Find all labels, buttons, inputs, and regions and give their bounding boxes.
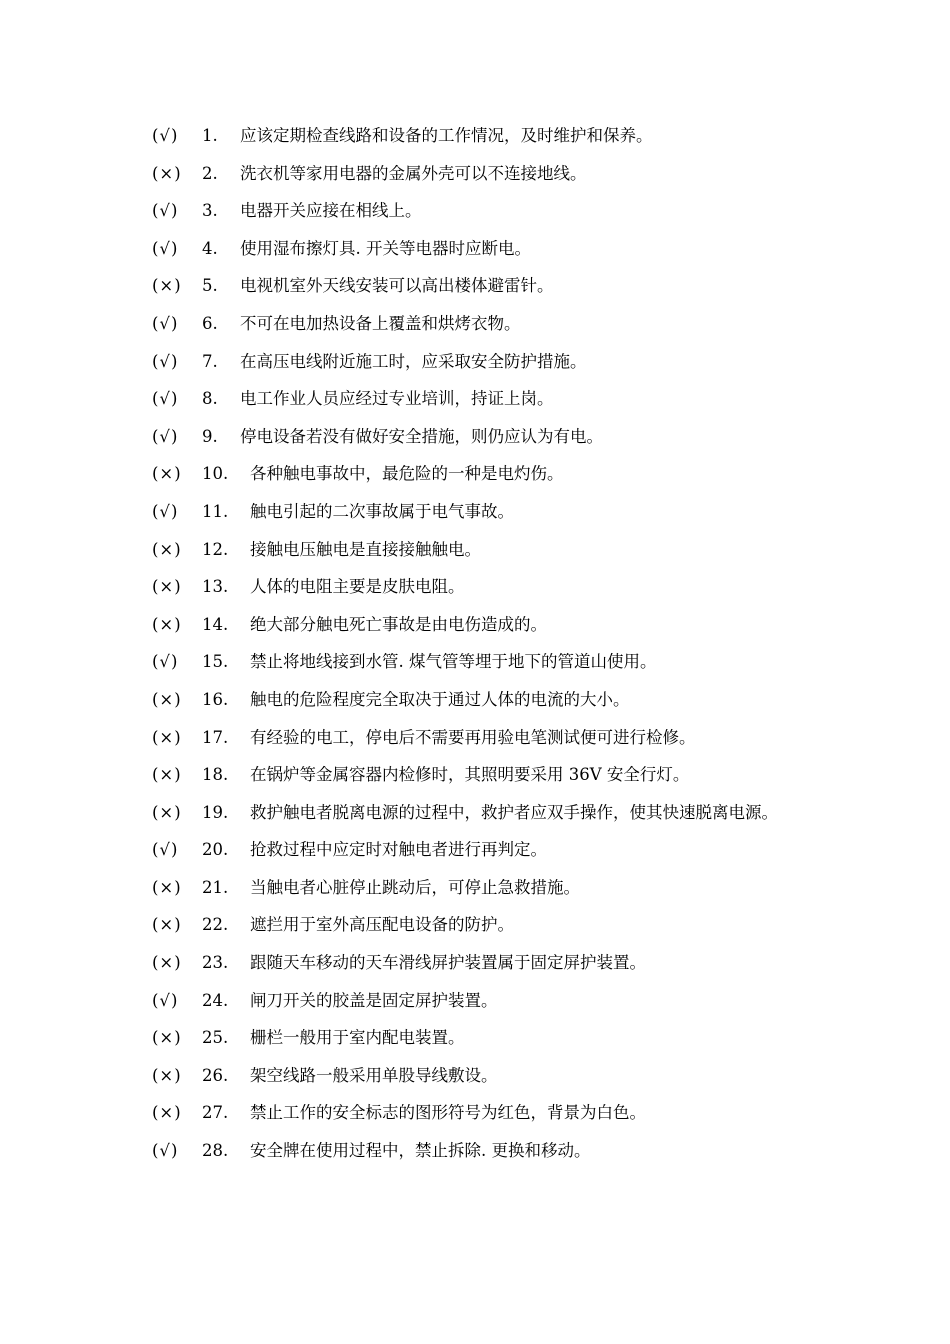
item-text: 在高压电线附近施工时，应采取安全防护措施。 xyxy=(240,351,587,371)
list-item xyxy=(152,643,832,681)
item-number: 14. xyxy=(202,614,229,634)
item-number: 18. xyxy=(202,765,229,785)
answer-mark: (×) xyxy=(152,953,182,973)
item-text: 电视机室外天线安装可以高出楼体避雷针。 xyxy=(240,276,554,296)
list-item xyxy=(152,192,832,230)
answer-mark: (×) xyxy=(152,915,182,935)
item-number: 24. xyxy=(202,990,229,1010)
item-text: 安全牌在使用过程中，禁止拆除. 更换和移动。 xyxy=(250,1141,591,1161)
list-item xyxy=(152,117,832,155)
item-text: 停电设备若没有做好安全措施，则仍应认为有电。 xyxy=(240,426,603,446)
item-number: 13. xyxy=(202,577,229,597)
answer-mark: (×) xyxy=(152,1103,182,1123)
list-item xyxy=(152,719,832,757)
answer-mark: (×) xyxy=(152,689,182,709)
item-text: 禁止将地线接到水管. 煤气管等埋于地下的管道山使用。 xyxy=(250,652,657,672)
list-item xyxy=(152,493,832,531)
item-number: 21. xyxy=(202,877,229,897)
list-item xyxy=(152,455,832,493)
item-number: 15. xyxy=(202,652,229,672)
list-item xyxy=(152,267,832,305)
answer-mark: (√) xyxy=(152,389,179,409)
answer-mark: (×) xyxy=(152,614,182,634)
answer-mark: (√) xyxy=(152,426,179,446)
answer-mark: (×) xyxy=(152,765,182,785)
true-false-question-list xyxy=(152,117,832,1170)
item-text: 使用湿布擦灯具. 开关等电器时应断电。 xyxy=(240,238,531,258)
item-text: 触电的危险程度完全取决于通过人体的电流的大小。 xyxy=(250,689,630,709)
list-item xyxy=(152,568,832,606)
item-text: 接触电压触电是直接接触触电。 xyxy=(250,539,481,559)
list-item xyxy=(152,1132,832,1170)
item-text: 洗衣机等家用电器的金属外壳可以不连接地线。 xyxy=(240,163,587,183)
item-text: 遮拦用于室外高压配电设备的防护。 xyxy=(250,915,514,935)
item-text: 架空线路一般采用单股导线敷设。 xyxy=(250,1065,498,1085)
item-text: 救护触电者脱离电源的过程中，救护者应双手操作，使其快速脱离电源。 xyxy=(250,802,778,822)
item-number: 26. xyxy=(202,1065,229,1085)
item-text: 跟随天车移动的天车滑线屏护装置属于固定屏护装置。 xyxy=(250,953,646,973)
list-item xyxy=(152,418,832,456)
item-text: 绝大部分触电死亡事故是由电伤造成的。 xyxy=(250,614,547,634)
list-item xyxy=(152,756,832,794)
list-item xyxy=(152,1094,832,1132)
item-number: 28. xyxy=(202,1141,229,1161)
item-text: 栅栏一般用于室内配电装置。 xyxy=(250,1028,465,1048)
answer-mark: (×) xyxy=(152,1065,182,1085)
item-number: 16. xyxy=(202,689,229,709)
list-item xyxy=(152,606,832,644)
item-text: 闸刀开关的胶盖是固定屏护装置。 xyxy=(250,990,498,1010)
item-text: 不可在电加热设备上覆盖和烘烤衣物。 xyxy=(240,313,521,333)
answer-mark: (×) xyxy=(152,802,182,822)
answer-mark: (√) xyxy=(152,313,179,333)
answer-mark: (√) xyxy=(152,840,179,860)
item-text: 抢救过程中应定时对触电者进行再判定。 xyxy=(250,840,547,860)
item-text: 有经验的电工，停电后不需要再用验电笔测试便可进行检修。 xyxy=(250,727,696,747)
item-text: 电工作业人员应经过专业培训，持证上岗。 xyxy=(240,389,554,409)
item-number: 20. xyxy=(202,840,229,860)
list-item xyxy=(152,230,832,268)
item-number: 10. xyxy=(202,464,229,484)
list-item xyxy=(152,343,832,381)
list-item xyxy=(152,869,832,907)
item-number: 25. xyxy=(202,1028,229,1048)
answer-mark: (×) xyxy=(152,464,182,484)
list-item xyxy=(152,831,832,869)
item-number: 11. xyxy=(202,501,229,521)
answer-mark: (×) xyxy=(152,539,182,559)
answer-mark: (√) xyxy=(152,351,179,371)
item-text: 各种触电事故中，最危险的一种是电灼伤。 xyxy=(250,464,564,484)
item-text: 电器开关应接在相线上。 xyxy=(240,201,422,221)
list-item xyxy=(152,944,832,982)
answer-mark: (√) xyxy=(152,652,179,672)
item-number: 8. xyxy=(202,389,218,409)
list-item xyxy=(152,1019,832,1057)
item-text: 人体的电阻主要是皮肤电阻。 xyxy=(250,577,465,597)
item-number: 23. xyxy=(202,953,229,973)
item-number: 27. xyxy=(202,1103,229,1123)
item-text: 应该定期检查线路和设备的工作情况，及时维护和保养。 xyxy=(240,126,653,145)
item-number: 9. xyxy=(202,426,218,446)
item-number: 4. xyxy=(202,238,218,258)
answer-mark: (√) xyxy=(152,1141,179,1161)
item-text: 禁止工作的安全标志的图形符号为红色，背景为白色。 xyxy=(250,1103,646,1123)
answer-mark: (√) xyxy=(152,126,179,145)
list-item xyxy=(152,906,832,944)
item-number: 19. xyxy=(202,802,229,822)
list-item xyxy=(152,681,832,719)
answer-mark: (√) xyxy=(152,501,179,521)
answer-mark: (×) xyxy=(152,163,182,183)
item-text: 在锅炉等金属容器内检修时，其照明要采用 36V 安全行灯。 xyxy=(250,765,690,785)
item-number: 2. xyxy=(202,163,218,183)
answer-mark: (×) xyxy=(152,877,182,897)
list-item xyxy=(152,1057,832,1095)
item-number: 5. xyxy=(202,276,218,296)
list-item xyxy=(152,380,832,418)
answer-mark: (√) xyxy=(152,990,179,1010)
list-item xyxy=(152,155,832,193)
answer-mark: (×) xyxy=(152,577,182,597)
item-number: 6. xyxy=(202,313,218,333)
item-number: 12. xyxy=(202,539,229,559)
item-number: 3. xyxy=(202,201,218,221)
answer-mark: (×) xyxy=(152,727,182,747)
list-item xyxy=(152,794,832,832)
item-number: 7. xyxy=(202,351,218,371)
answer-mark: (×) xyxy=(152,1028,182,1048)
item-number: 1. xyxy=(202,126,218,145)
answer-mark: (√) xyxy=(152,201,179,221)
answer-mark: (×) xyxy=(152,276,182,296)
item-text: 当触电者心脏停止跳动后，可停止急救措施。 xyxy=(250,877,580,897)
answer-mark: (√) xyxy=(152,238,179,258)
list-item xyxy=(152,982,832,1020)
item-number: 17. xyxy=(202,727,229,747)
item-text: 触电引起的二次事故属于电气事故。 xyxy=(250,501,514,521)
list-item xyxy=(152,305,832,343)
item-number: 22. xyxy=(202,915,229,935)
list-item xyxy=(152,531,832,569)
